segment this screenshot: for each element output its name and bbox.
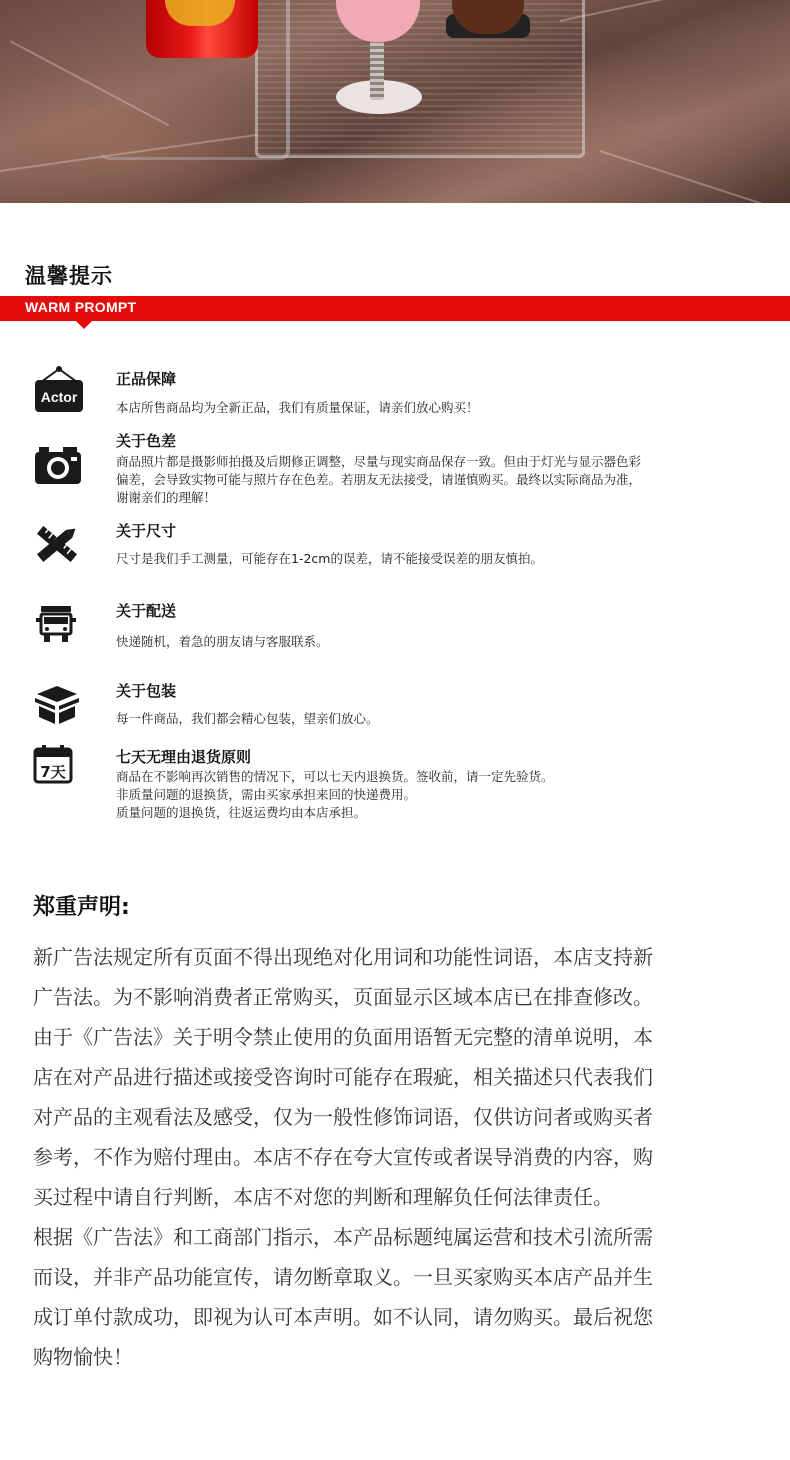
actor-sign-icon xyxy=(33,364,85,416)
svg-text:7天: 7天 xyxy=(40,763,66,781)
notice-title: 关于尺寸 xyxy=(116,522,177,540)
warm-prompt-tag: WARM PROMPT xyxy=(25,299,137,315)
truck-icon xyxy=(33,602,85,654)
declaration-line: 店在对产品进行描述或接受咨询时可能存在瑕疵，相关描述只代表我们 xyxy=(33,1065,653,1089)
notice-title: 关于色差 xyxy=(116,432,177,450)
declaration-line: 由于《广告法》关于明令禁止使用的负面用语暂无完整的清单说明，本 xyxy=(33,1025,653,1049)
notice-desc: 快递随机，着急的朋友请与客服联系。 xyxy=(116,634,329,649)
declaration-line: 根据《广告法》和工商部门指示，本产品标题纯属运营和技术引流所需 xyxy=(33,1225,653,1249)
warm-prompt-bar xyxy=(0,296,790,321)
declaration-line: 成订单付款成功，即视为认可本声明。如不认同，请勿购买。最后祝您 xyxy=(33,1305,653,1329)
camera-icon xyxy=(33,444,85,496)
declaration-line: 参考，不作为赔付理由。本店不存在夸大宣传或者误导消费的内容，购 xyxy=(33,1145,653,1169)
notice-title: 七天无理由退货原则 xyxy=(116,748,252,766)
notice-title: 关于包装 xyxy=(116,682,177,700)
notice-title: 正品保障 xyxy=(116,370,177,388)
svg-text:Actor: Actor xyxy=(40,389,78,405)
declaration-line: 广告法。为不影响消费者正常购买，页面显示区域本店已在排查修改。 xyxy=(33,985,653,1009)
product-photo xyxy=(0,0,790,203)
notice-desc: 尺寸是我们手工测量，可能存在1-2cm的误差，请不能接受误差的朋友慎拍。 xyxy=(116,551,543,566)
notice-desc: 商品在不影响再次销售的情况下，可以七天内退换货。签收前，请一定先验货。 非质量问题的退换货，需由买家承担来回的快递费用。 质量问题的退换货，往返运费均由本店承担。 xyxy=(116,769,554,820)
calendar-7day-icon xyxy=(33,744,85,796)
declaration-line: 新广告法规定所有页面不得出现绝对化用词和功能性词语，本店支持新 xyxy=(33,945,653,969)
notice-desc: 商品照片都是摄影师拍摄及后期修正调整，尽量与现实商品保存一致。但由于灯光与显示器色彩 偏差，会导致实物可能与照片存在色差。若朋友无法接受，请谨慎购买。最终以实际商品为准， 谢谢亲们的理解！ xyxy=(116,454,642,505)
package-box-icon xyxy=(33,682,85,734)
declaration-title: 郑重声明: xyxy=(33,895,130,920)
warm-prompt-notch xyxy=(76,321,92,329)
ruler-pencil-icon xyxy=(33,522,85,574)
declaration-body xyxy=(33,937,773,1377)
declaration-line: 买过程中请自行判断，本店不对您的判断和理解负任何法律责任。 xyxy=(33,1185,613,1209)
declaration-line: 而设，并非产品功能宣传，请勿断章取义。一旦买家购买本店产品并生 xyxy=(33,1265,653,1289)
notice-desc: 本店所售商品均为全新正品，我们有质量保证，请亲们放心购买！ xyxy=(116,400,479,415)
declaration-line: 购物愉快！ xyxy=(33,1345,133,1369)
notice-desc: 每一件商品，我们都会精心包装，望亲们放心。 xyxy=(116,711,379,726)
warm-prompt-title: 温馨提示 xyxy=(25,264,113,288)
declaration-line: 对产品的主观看法及感受，仅为一般性修饰词语，仅供访问者或购买者 xyxy=(33,1105,653,1129)
notice-title: 关于配送 xyxy=(116,602,177,620)
